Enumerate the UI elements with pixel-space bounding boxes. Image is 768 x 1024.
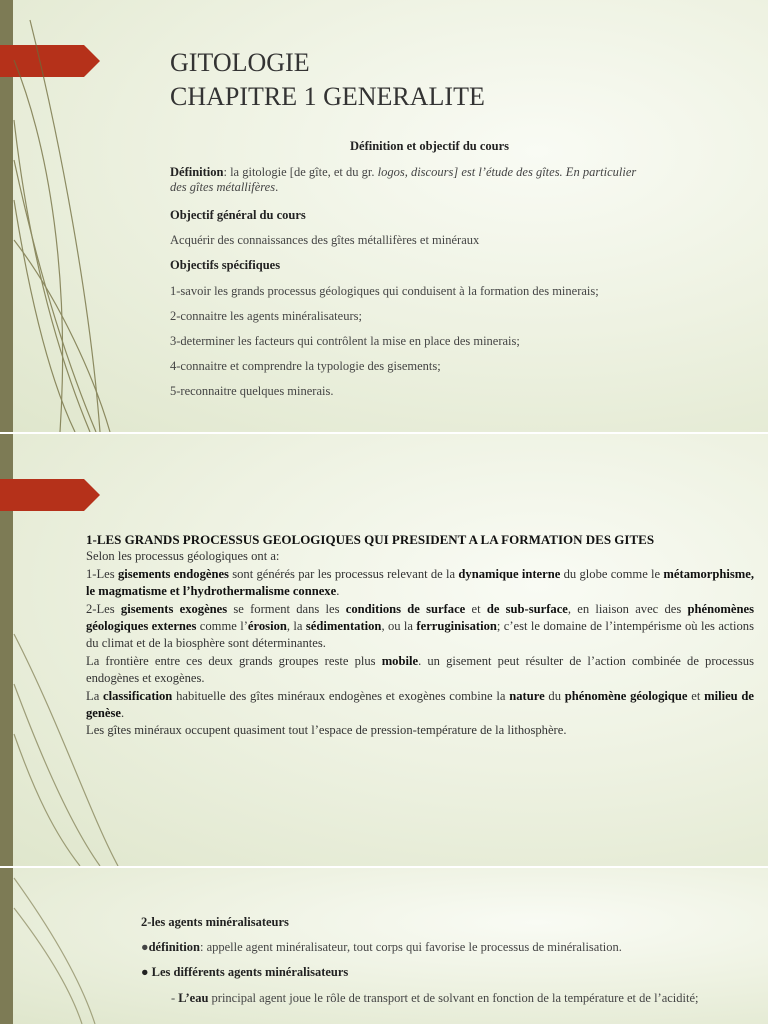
objective-general-label: Objectif général du cours <box>170 208 306 222</box>
paragraph-boundary: La frontière entre ces deux grands groupes reste plus mobile. un gisement peut résulter de l’action combinée de processus endogènes et exogènes. <box>86 653 754 686</box>
slide-3 <box>0 868 768 1024</box>
water-text: principal agent joue le rôle de transport et de solvant en fonction de la température et de l’acidité; <box>208 991 699 1005</box>
list-item: 4-connaitre et comprendre la typologie des gisements; <box>170 359 441 373</box>
bullet: ● <box>141 940 149 954</box>
paragraph-classification: La classification habituelle des gîtes minéraux endogènes et exogènes combine la nature du phénomène géologique et milieu de genèse. <box>86 688 755 721</box>
definition-paragraph <box>170 165 750 195</box>
water-agent-paragraph: - L’eau principal agent joue le rôle de transport et de solvant en fonction de la température et de l’acidité; <box>171 991 699 1005</box>
intro-line: Selon les processus géologiques ont a: <box>86 549 280 564</box>
definition-text: : appelle agent minéralisateur, tout corps qui favorise le processus de minéralisation. <box>199 940 622 954</box>
definition-label: définition <box>148 940 200 954</box>
slide-1 <box>0 0 768 432</box>
objective-general-text: Acquérir des connaissances des gîtes métallifères et minéraux <box>170 233 480 247</box>
section-heading: 1-LES GRANDS PROCESSUS GEOLOGIQUES QUI PRESIDENT A LA FORMATION DES GITES <box>86 532 655 547</box>
slide-2 <box>0 434 768 866</box>
definition-end: . <box>275 180 279 194</box>
slide-2-body <box>86 531 754 740</box>
water-label: L’eau <box>178 991 209 1005</box>
list-item: 2-connaitre les agents minéralisateurs; <box>170 309 362 323</box>
definition-text: : la gitologie [de gîte, et du gr. <box>223 165 378 179</box>
paragraph-endogenous: 1-Les gisements endogènes sont générés par les processus relevant de la dynamique interne du globe comme le métamorphisme, le magmatisme et l’hydrothermalisme connexe. <box>86 566 755 599</box>
paragraph-lithosphere: Les gîtes minéraux occupent quasiment tout l’espace de pression-température de la lithosphère. <box>86 723 567 738</box>
definition-line <box>141 940 741 955</box>
definition-italic-1: logos, discours] est l’étude des gîtes. En particulier <box>377 165 637 179</box>
section-heading: Définition et objectif du cours <box>350 139 510 153</box>
objectives-specific-label: Objectifs spécifiques <box>170 258 281 272</box>
list-item: 1-savoir les grands processus géologiques qui conduisent à la formation des minerais; <box>170 284 599 298</box>
agents-subheading: ● Les différents agents minéralisateurs <box>141 965 349 979</box>
list-item: 5-reconnaitre quelques minerais. <box>170 384 334 398</box>
section-heading: 2-les agents minéralisateurs <box>141 915 289 929</box>
definition-italic-2: des gîtes métallifères <box>170 180 276 194</box>
list-item: 3-determiner les facteurs qui contrôlent la mise en place des minerais; <box>170 334 520 348</box>
paragraph-exogenous: 2-Les gisements exogènes se forment dans les conditions de surface et de sub-surface, en liaison avec des phénomènes géologiques externes comme l’érosion, la sédimentation, ou la ferruginisation; c’est le domaine de l’intempérisme où les actions du climat et de la biosphère sont déterminantes. <box>86 601 754 651</box>
title-line-1: GITOLOGIE <box>170 48 310 77</box>
title-line-2: CHAPITRE 1 GENERALITE <box>170 82 485 111</box>
definition-label: Définition <box>170 165 224 179</box>
